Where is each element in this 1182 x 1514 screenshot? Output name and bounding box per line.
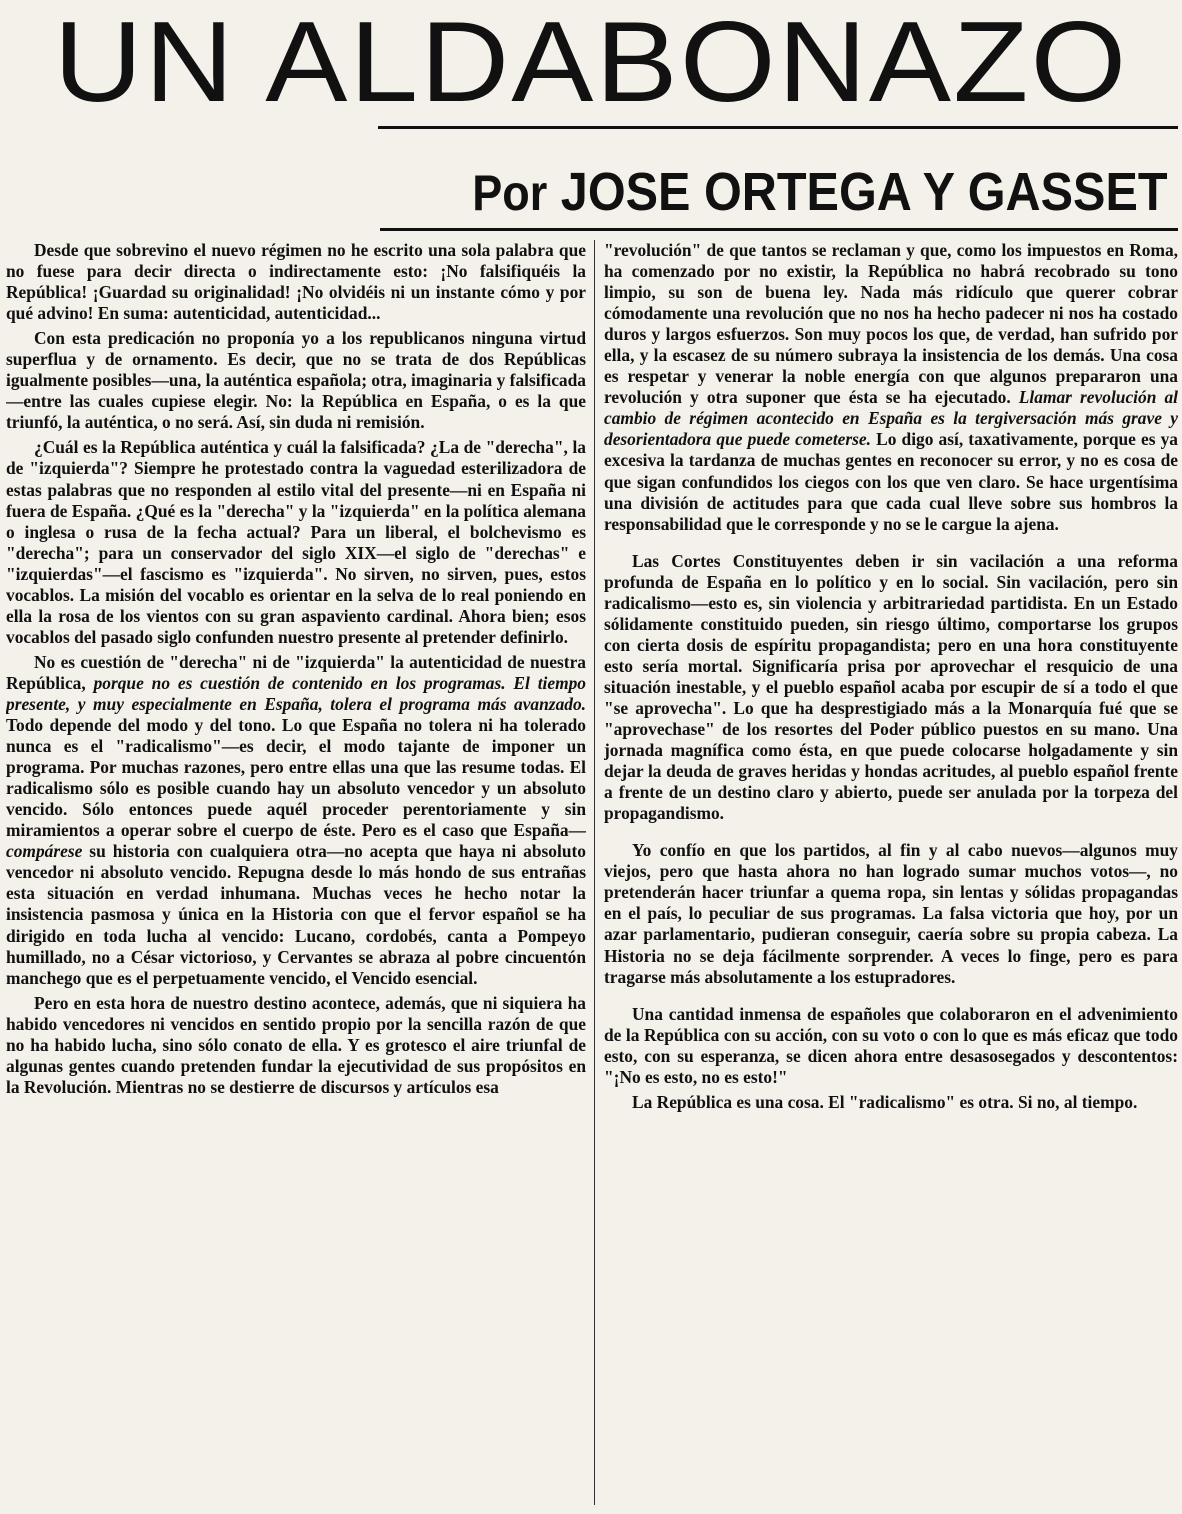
paragraph-text: No es cuestión de "derecha" ni de "izquierda" la autenticidad de nuestra República, (6, 651, 586, 693)
paragraph: Desde que sobrevino el nuevo régimen no he escrito una sola palabra que no fuese para decir directa o indirectamente esto: ¡No falsifiquéis la República! ¡Guardad su originalidad! ¡No olvidéis ni un instante cómo y por qué advino! En suma: autenticidad, autenticidad... (6, 240, 586, 324)
title-rule (378, 126, 1178, 129)
byline-author: JOSE ORTEGA Y GASSET (561, 162, 1168, 222)
paragraph: Una cantidad inmensa de españoles que colaboraron en el advenimiento de la República con su acción, con su voto o con lo que es más eficaz que todo esto, con su esperanza, se dicen ahora entre desasosegados y descontentos: "¡No es esto, no es esto!" (604, 1003, 1178, 1087)
paragraph-emphasis: compárese (6, 841, 83, 862)
paragraph-emphasis: porque no es cuestión de contenido en los programas. El tiempo presente, y muy especialmente en España, tolera el programa más avanzado. (6, 672, 586, 714)
paragraph (604, 240, 1178, 535)
article-title: UN ALDABONAZO (53, 0, 1129, 126)
paragraph: Pero en esta hora de nuestro destino acontece, además, que ni siquiera ha habido vencedores ni vencidos en sentido propio por la sencilla razón de que no ha habido lucha, sino sólo conato de ella. Y es grotesco el aire triunfal de algunas gentes cuando pretenden fundar la ejecutividad de sus propósitos en la Revolución. Mientras no se destierre de discursos y artículos esa (6, 992, 586, 1097)
right-column (604, 240, 1178, 1510)
paragraph-emphasis: Llamar revolución al cambio de régimen acontecido en España es la tergiversación más grave y desorientadora que puede cometerse. (604, 387, 1178, 450)
paragraph-gap (604, 828, 1178, 840)
paragraph-text: Lo digo así, taxativamente, porque es ya excesiva la tardanza de muchas gentes en reconocer su error, y no es cosa de que sigan confundidos los ciegos con los que ven claro. Se hace urgentísima una división de actitudes para que cada cual lleve sobre sus hombros la responsabilidad que le corresponde y no se le cargue la ajena. (604, 429, 1178, 534)
paragraph-text: "revolución" de que tantos se reclaman y que, como los impuestos en Roma, ha comenzado por no existir, la República no habrá recobrado su tono limpio, su son de buena ley. Nada más ridículo que querer cobrar cómodamente una revolución que no nos ha hecho padecer ni nos ha costado duros y largos esfuerzos. Son muy pocos los que, de verdad, han sufrido por ella, y la escasez de su número subraya la insistencia de los demás. Una cosa es respetar y venerar la noble energía con que algunos prepararon una revolución y otra suponer que ésta se ha ejecutado. (604, 240, 1178, 408)
paragraph: Yo confío en que los partidos, al fin y al cabo nuevos—algunos muy viejos, pero que hasta ahora no han logrado sumar muchos votos—, no pretenderán hacer triunfar a quema ropa, sin lentas y sólidas propagandas en el país, lo peculiar de sus programas. La falsa victoria que hoy, por un azar parlamentario, pudieran conseguir, caería sobre su propia cabeza. La Historia no se deja fácilmente sorprender. A veces lo finge, pero es para tragarse más absolutamente a los estupradores. (604, 840, 1178, 987)
paragraph: Las Cortes Constituyentes deben ir sin vacilación a una reforma profunda de España en lo político y en lo social. Sin vacilación, pero sin radicalismo—esto es, sin violencia y arbitrariedad partidista. En un Estado sólidamente constituido pueden, sin riesgo último, comportarse los grupos con cierta dosis de espíritu propagandista; pero en una hora constituyente esto sería mortal. Significaría prisa por aprovechar el resquicio de una situación inestable, y el pueblo español acaba por escupir de sí a todo el que "se aprovecha". Lo que ha desprestigiado más a la Monarquía fué que se "aprovechase" de los resortes del Poder público puestos en su mano. Una jornada magnífica como ésta, en que puede colocarse holgadamente y sin dejar la deuda de graves heridas y hondas acritudes, al pueblo español frente a frente de un destino claro y abierto, puede ser anulada por la torpeza del propagandismo. (604, 550, 1178, 824)
byline (473, 160, 1168, 225)
paragraph: ¿Cuál es la República auténtica y cuál la falsificada? ¿La de "derecha", la de "izquierda"? Siempre he protestado contra la vaguedad esterilizadora de estas palabras que no responden al estilo vital del presente—ni en España ni fuera de España. ¿Qué es la "derecha" y la "izquierda" en la política alemana o inglesa o rusa de la fecha actual? Para un liberal, el bolchevismo es "derecha"; para un conservador del siglo XIX—el siglo de "derechas" e "izquierdas"—el fascismo es "izquierda". No sirven, no sirven, pues, estos vocablos. La misión del vocablo es orientar en la selva de lo real poniendo en ella la rosa de los vientos con su gran aspaviento cardinal. Ahora bien; esos vocablos del pasado siglo confunden nuestro presente al pretender definirlo. (6, 437, 586, 647)
paragraph-text: su historia con cualquiera otra—no acepta que haya ni absoluto vencedor ni absoluto vencido. Repugna desde lo más hondo de sus entrañas esta situación en verdad inhumana. Muchas veces he hecho notar la insistencia pasmosa y única en la Historia con que el fervor español se ha dirigido en toda lucha al vencido: Lucano, cordobés, canta a Pompeyo humillado, no a César victorioso, y Cervantes se abraza al pobre cincuentón manchego que es el perpetuamente vencido, el Vencido esencial. (6, 841, 586, 988)
column-divider (594, 240, 595, 1505)
left-column (6, 240, 586, 1510)
paragraph-gap (604, 992, 1178, 1004)
paragraph-text: Todo depende del modo y del tono. Lo que España no tolera ni ha tolerado nunca es el "radicalismo"—es decir, el modo tajante de imponer un programa. Por muchas razones, pero entre ellas una que las resume todas. El radicalismo sólo es posible cuando hay un absoluto vencedor y un absoluto vencido. Sólo entonces puede aquél proceder perentoriamente y sin miramientos a operar sobre el cuerpo de éste. Pero es el caso que España— (6, 715, 586, 841)
paragraph: Con esta predicación no proponía yo a los republicanos ninguna virtud superflua y de ornamento. Es decir, que no se trata de dos Repúblicas igualmente posibles—una, la auténtica española; otra, imaginaria y falsificada—entre las cuales cupiese elegir. No: la República en España, o es la que triunfó, la auténtica, o no será. Así, sin duda ni remisión. (6, 328, 586, 433)
paragraph-gap (604, 539, 1178, 551)
byline-rule (380, 228, 1178, 231)
byline-prefix: Por (472, 165, 548, 221)
paragraph: La República es una cosa. El "radicalismo" es otra. Si no, al tiempo. (632, 1091, 1138, 1112)
paragraph (6, 652, 586, 989)
